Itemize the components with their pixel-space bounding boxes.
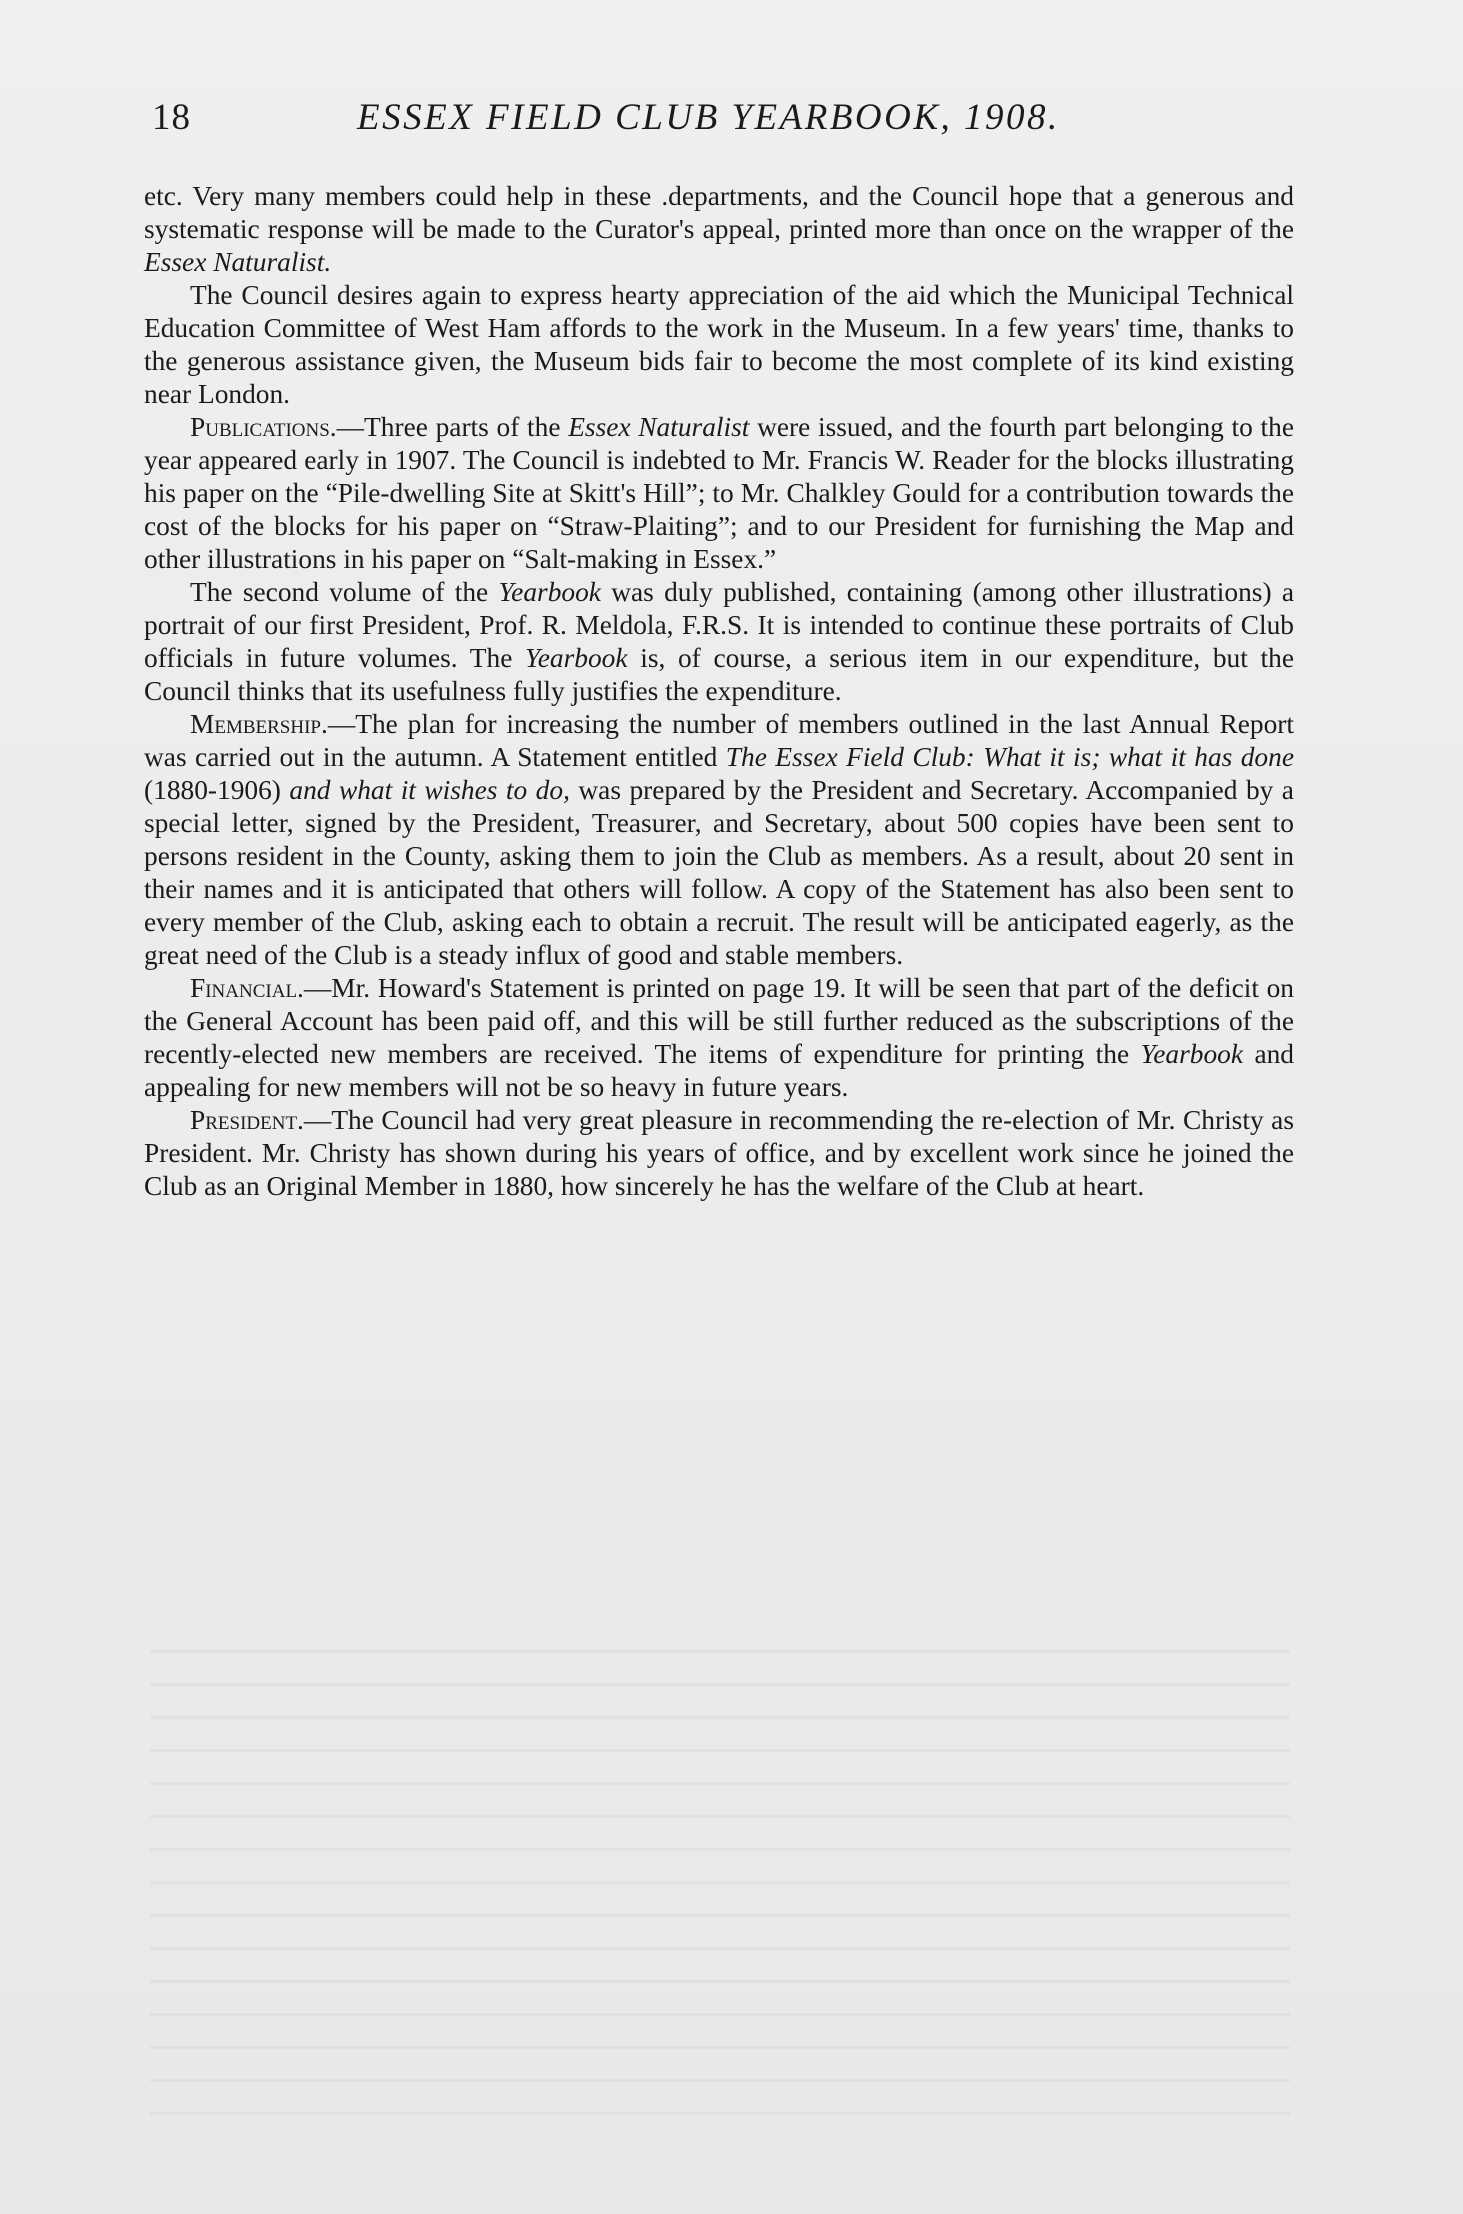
running-head: ESSEX FIELD CLUB YEARBOOK, 1908. [357, 97, 1060, 138]
statement-title: The Essex Field Club: What it is; what it has done [725, 742, 1294, 772]
paragraph-financial [144, 972, 1294, 1104]
paragraph-yearbook [144, 576, 1294, 708]
paragraph-text: was prepared by the President and Secretary. Accompanied by a special letter, signed by the President, Treasurer, and Secretary, about 500 copies have been sent to persons resident in the County, asking them to join the Club as members. As a result, about 20 sent in their names and it is anticipated that others will follow. A copy of the Statement has also been sent to every member of the Club, asking each to obtain a recruit. The result will be anticipated eagerly, as the great need of the Club is a steady influx of good and stable members. [144, 775, 1294, 970]
paragraph-text: The Council desires again to express hearty appreciation of the aid which the Municipal Technical Education Committee of West Ham affords to the work in the Museum. In a few years' time, thanks to the generous assistance given, the Museum bids fair to become the most complete of its kind existing near London. [144, 280, 1294, 409]
section-heading-publications: Publications. [190, 412, 337, 442]
yearbook-title: Yearbook [498, 577, 601, 607]
journal-title: Essex Naturalist [568, 412, 750, 442]
paragraph-text: is, of course, a serious item in our expenditure, but the Council thinks that its usefulness fully justifies the expenditure. [144, 643, 1294, 706]
paragraph-text: were issued, and the fourth part belonging to the year appeared early in 1907. The Council is indebted to Mr. Francis W. Reader for the blocks illustrating his paper on the “Pile-dwelling Site at Skitt's Hill”; to Mr. Chalkley Gould for a contribution towards the cost of the blocks for his paper on “Straw-Plaiting”; and to our President for furnishing the Map and other illustrations in his paper on “Salt-making in Essex.” [144, 412, 1294, 574]
paragraph-text: —The plan for increasing the number of members outlined in the last Annual Report was carried out in the autumn. A Statement entitled [144, 709, 1294, 772]
statement-title: and what it wishes to do, [289, 775, 570, 805]
paragraph-text: and appealing for new members will not be so heavy in future years. [144, 1039, 1294, 1102]
paragraph-museum-aid [144, 279, 1294, 411]
paragraph-membership [144, 708, 1294, 972]
yearbook-title: Yearbook [525, 643, 628, 673]
section-heading-president: President. [190, 1105, 304, 1135]
body-text [144, 180, 1294, 1203]
yearbook-title: Yearbook [1140, 1039, 1244, 1069]
paragraph-text: —Three parts of the [336, 412, 561, 442]
paragraph-text: (1880-1906) [144, 775, 281, 805]
paragraph-text: —The Council had very great pleasure in recommending the re-election of Mr. Christy as President. Mr. Christy has shown during his years of office, and by excellent work since he joined the Club as an Original Member in 1880, how sincerely he has the welfare of the Club at heart. [144, 1105, 1294, 1201]
paragraph-text: etc. Very many members could help in these .departments, and the Council hope that a generous and systematic response will be made to the Curator's appeal, printed more than once on the wrapper of the [144, 181, 1294, 244]
show-through-texture [150, 1650, 1290, 2130]
paragraph-curator-appeal [144, 180, 1294, 279]
section-heading-financial: Financial. [190, 973, 304, 1003]
page-number: 18 [152, 97, 191, 138]
paragraph-text: The second volume of the [190, 577, 489, 607]
paragraph-text: was duly published, containing (among other illustrations) a portrait of our first President, Prof. R. Meldola, F.R.S. It is intended to continue these portraits of Club officials in future volumes. The [144, 577, 1294, 673]
paragraph-president [144, 1104, 1294, 1203]
paragraph-text: —Mr. Howard's Statement is printed on page 19. It will be seen that part of the deficit on the General Account has been paid off, and this will be still further reduced as the subscriptions of the recently-elected new members are received. The items of expenditure for printing the [144, 973, 1294, 1069]
journal-title: Essex Naturalist. [144, 247, 332, 277]
section-heading-membership: Membership. [190, 709, 328, 739]
paragraph-publications [144, 411, 1294, 576]
